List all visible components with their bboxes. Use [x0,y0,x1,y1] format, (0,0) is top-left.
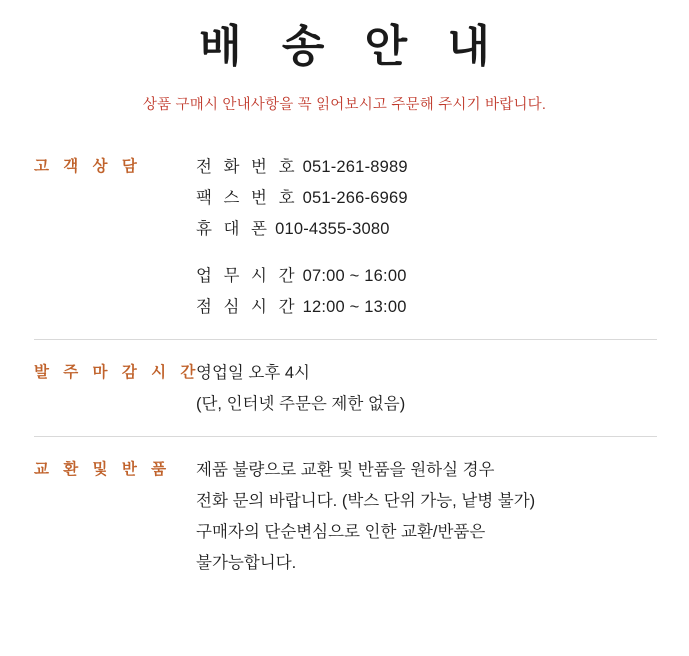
deadline-line-1: 영업일 오후 4시 [196,364,310,383]
section-customer-support [34,152,657,340]
contact-line-phone [196,152,657,183]
section-label-exchange-return: 교 환 및 반 품 [34,461,172,479]
contact-label-lunch-hours: 점 심 시 간 [196,298,299,317]
shipping-info-page [0,18,689,656]
section-exchange-return [34,455,657,589]
contact-value-fax: 051-266-6969 [302,189,408,208]
contact-line-business-hours [196,261,657,292]
section-label-order-deadline: 발 주 마 감 시 간 [34,364,201,382]
section-order-deadline [34,358,657,437]
page-subtitle: 상품 구매시 안내사항을 꼭 읽어보시고 주문해 주시기 바랍니다. [142,97,547,114]
contact-value-business-hours: 07:00 ~ 16:00 [302,267,407,286]
contact-value-phone: 051-261-8989 [302,158,408,177]
contact-line-mobile [196,214,657,245]
section-label-customer-support: 고 객 상 담 [34,158,142,176]
contact-label-mobile: 휴 대 폰 [196,220,271,239]
section-body-exchange-return [196,455,657,579]
contact-value-lunch-hours: 12:00 ~ 13:00 [302,298,407,317]
contact-value-mobile: 010-4355-3080 [275,220,390,239]
contact-label-phone: 전 화 번 호 [196,158,299,177]
info-sections [0,152,689,589]
contact-line-lunch-hours [196,292,657,323]
exchange-line-1: 제품 불량으로 교환 및 반품을 원하실 경우 [196,461,495,480]
contact-label-fax: 팩 스 번 호 [196,189,299,208]
exchange-line-2: 전화 문의 바랍니다. (박스 단위 가능, 낱병 불가) [196,492,536,511]
deadline-line-2: (단, 인터넷 주문은 제한 없음) [196,395,406,414]
section-body-customer-support [196,152,657,323]
contact-line-fax [196,183,657,214]
exchange-line-4: 불가능합니다. [196,554,297,573]
exchange-line-3: 구매자의 단순변심으로 인한 교환/반품은 [196,523,486,542]
section-body-order-deadline [196,358,657,420]
contact-label-business-hours: 업 무 시 간 [196,267,299,286]
page-title: 배 송 안 내 [199,22,504,71]
contact-spacer [196,245,657,261]
